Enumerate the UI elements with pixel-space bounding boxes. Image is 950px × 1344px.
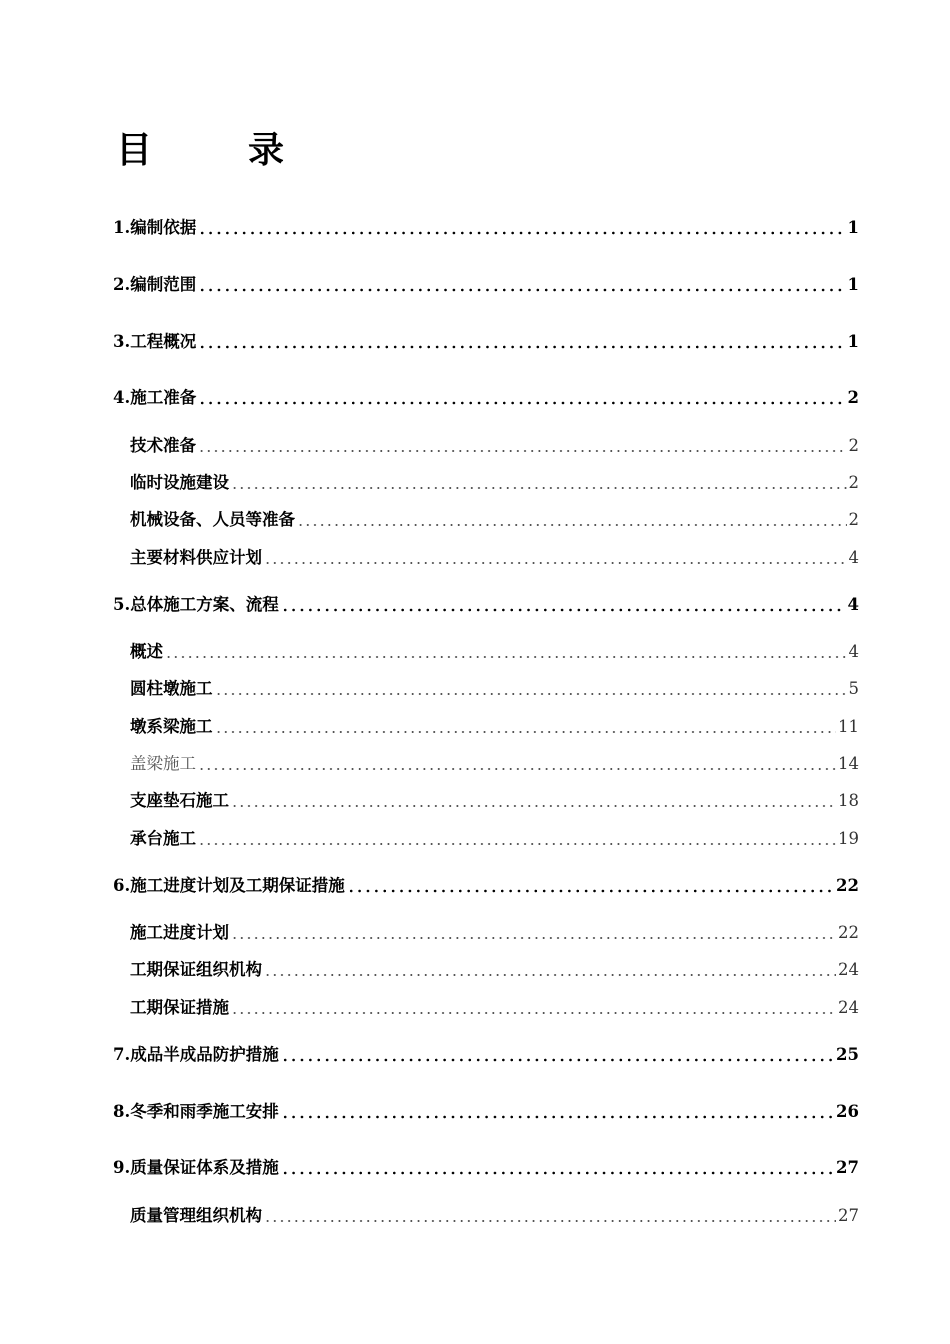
toc-entry[interactable] (113, 593, 859, 617)
toc-entry-label: 施工进度计划 (130, 923, 229, 942)
dot-leader (281, 608, 846, 612)
dot-leader (198, 401, 845, 405)
dot-leader (215, 730, 837, 734)
toc-entry-label: 工期保证措施 (130, 998, 229, 1017)
toc-entry-label: 9.质量保证体系及措施 (113, 1158, 279, 1177)
toc-entry[interactable] (113, 1043, 859, 1067)
toc-entry-page: 2 (848, 436, 859, 455)
dot-leader (198, 288, 845, 292)
toc-entry-page: 5 (848, 679, 859, 698)
toc-subentry[interactable] (130, 677, 859, 701)
toc-entry-label: 机械设备、人员等准备 (130, 510, 295, 529)
toc-entry-page: 2 (848, 473, 859, 492)
toc-entry-label: 4.施工准备 (113, 388, 197, 407)
toc-subentry[interactable] (130, 958, 859, 982)
dot-leader (264, 973, 836, 977)
dot-leader (347, 889, 834, 893)
toc-subentry[interactable] (130, 827, 859, 851)
toc-entry-page: 1 (847, 275, 859, 294)
toc-entry-label: 主要材料供应计划 (130, 548, 262, 567)
toc-subentry[interactable] (130, 546, 859, 570)
toc-entry-page: 14 (838, 754, 859, 773)
toc-entry-page: 1 (847, 218, 859, 237)
dot-leader (198, 345, 845, 349)
toc-subentry[interactable] (130, 1204, 859, 1228)
dot-leader (198, 767, 836, 771)
toc-title: 目 录 (116, 129, 315, 171)
toc-entry-page: 22 (838, 923, 859, 942)
toc-entry[interactable] (113, 1156, 859, 1180)
toc-entry-label: 概述 (130, 642, 163, 661)
toc-entry-label: 支座垫石施工 (130, 791, 229, 810)
toc-subentry[interactable] (130, 921, 859, 945)
toc-entry-page: 27 (836, 1158, 859, 1177)
toc-entry[interactable] (113, 273, 859, 297)
toc-entry-page: 2 (847, 388, 859, 407)
toc-entry-page: 11 (838, 717, 859, 736)
toc-subentry[interactable] (130, 434, 859, 458)
toc-entry-label: 临时设施建设 (130, 473, 229, 492)
toc-entry[interactable] (113, 330, 859, 354)
toc-subentry[interactable] (130, 789, 859, 813)
dot-leader (231, 804, 836, 808)
toc-entry-label: 圆柱墩施工 (130, 679, 213, 698)
toc-entry-page: 26 (836, 1102, 859, 1121)
toc-entry-page: 4 (848, 548, 859, 567)
toc-entry-label: 6.施工进度计划及工期保证措施 (113, 876, 345, 895)
dot-leader (198, 449, 847, 453)
toc-subentry[interactable] (130, 752, 859, 776)
toc-entry-page: 4 (847, 595, 859, 614)
toc-subentry[interactable] (130, 996, 859, 1020)
toc-entry-label: 7.成品半成品防护措施 (113, 1045, 279, 1064)
toc-entry-label: 质量管理组织机构 (130, 1206, 262, 1225)
toc-entry-label: 8.冬季和雨季施工安排 (113, 1102, 279, 1121)
toc-entry-label: 2.编制范围 (113, 275, 197, 294)
dot-leader (297, 523, 847, 527)
dot-leader (231, 486, 847, 490)
toc-subentry[interactable] (130, 471, 859, 495)
dot-leader (198, 231, 845, 235)
toc-entry[interactable] (113, 386, 859, 410)
toc-entry-page: 25 (836, 1045, 859, 1064)
toc-entry-page: 19 (838, 829, 859, 848)
toc-subentry[interactable] (130, 508, 859, 532)
toc-entry-label: 工期保证组织机构 (130, 960, 262, 979)
dot-leader (281, 1115, 834, 1119)
toc-entry-page: 24 (838, 960, 859, 979)
toc-entry[interactable] (113, 1100, 859, 1124)
toc-entry-page: 4 (848, 642, 859, 661)
toc-entry-page: 22 (836, 876, 859, 895)
dot-leader (198, 842, 836, 846)
toc-subentry[interactable] (130, 640, 859, 664)
dot-leader (264, 561, 847, 565)
toc-entry-label: 3.工程概况 (113, 332, 197, 351)
toc-entry-label: 盖梁施工 (130, 754, 196, 773)
toc-entry-page: 1 (847, 332, 859, 351)
toc-entry-label: 1.编制依据 (113, 218, 197, 237)
dot-leader (281, 1171, 834, 1175)
dot-leader (281, 1058, 834, 1062)
dot-leader (165, 655, 847, 659)
toc-entry-page: 27 (838, 1206, 859, 1225)
dot-leader (215, 692, 847, 696)
toc-entry-label: 墩系梁施工 (130, 717, 213, 736)
toc-entry-label: 5.总体施工方案、流程 (113, 595, 279, 614)
dot-leader (231, 936, 836, 940)
toc-entry-label: 技术准备 (130, 436, 196, 455)
dot-leader (231, 1011, 836, 1015)
dot-leader (264, 1219, 836, 1223)
toc-entry-page: 18 (838, 791, 859, 810)
toc-entry-label: 承台施工 (130, 829, 196, 848)
toc-entry-page: 24 (838, 998, 859, 1017)
toc-entry-page: 2 (848, 510, 859, 529)
toc-subentry[interactable] (130, 715, 859, 739)
toc-entry[interactable] (113, 874, 859, 898)
toc-entry[interactable] (113, 216, 859, 240)
